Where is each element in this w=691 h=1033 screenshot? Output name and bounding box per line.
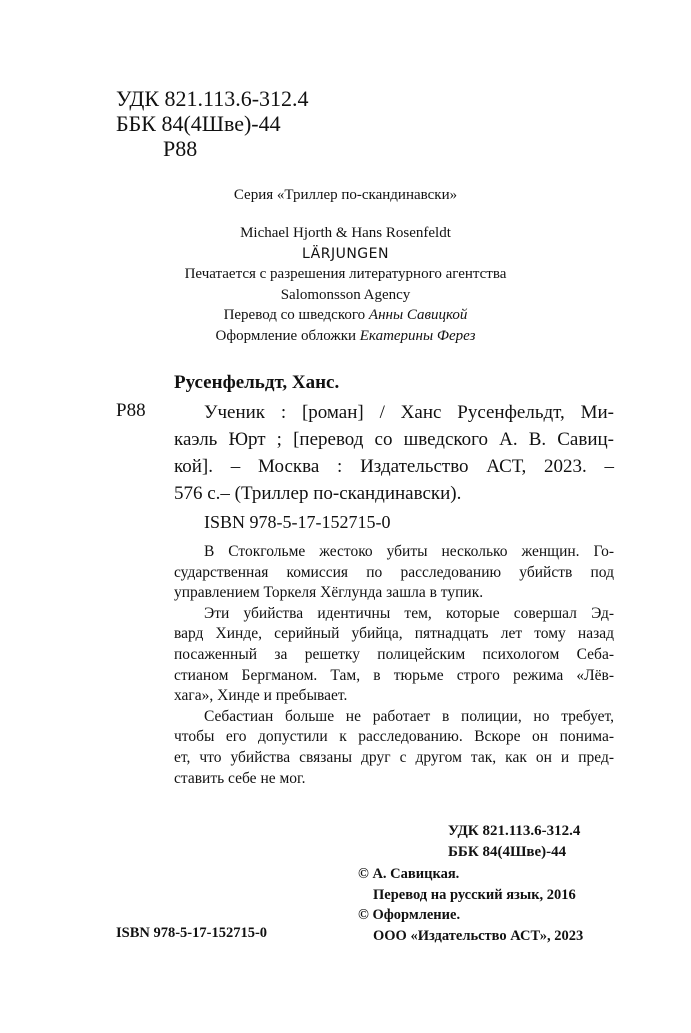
annotation-line: сударственная комиссия по расследованию убийств под xyxy=(174,563,614,581)
annotation-line: ет, что убийства связаны друг с другом так, как он и пред- xyxy=(174,748,614,766)
annotation-block xyxy=(174,542,614,789)
annotation-line: чтобы его допустили к расследованию. Вскоре он понима- xyxy=(174,728,614,746)
annotation-line: В Стокгольме жестоко убиты несколько женщин. Го- xyxy=(204,543,614,560)
cover-credit xyxy=(0,326,691,347)
credits-block xyxy=(0,223,691,346)
udk-code: УДК 821.113.6-312.4 xyxy=(116,86,309,111)
series-title: Серия «Триллер по-скандинавски» xyxy=(233,187,458,203)
annotation-line: ставить себе не мог. xyxy=(174,769,306,787)
copyright-line: Перевод на русский язык, 2016 xyxy=(373,886,576,903)
copyright-block xyxy=(358,864,583,946)
series-line xyxy=(0,185,691,206)
isbn-main: ISBN 978-5-17-152715-0 xyxy=(204,512,391,532)
copyright-line: ООО «Издательство АСТ», 2023 xyxy=(373,927,584,944)
bibliographic-heading: Русенфельдт, Ханс. xyxy=(174,372,340,393)
annotation-line: Себастиан больше не работает в полиции, но требует, xyxy=(204,707,614,725)
udk-footer: УДК 821.113.6-312.4 xyxy=(448,823,581,839)
annotation-line: посаженный за решетку полицейским психологом Себа- xyxy=(174,645,614,663)
copyright-line: © А. Савицкая. xyxy=(358,866,460,882)
biblio-line: каэль Юрт ; [перевод со шведского А. В. Савиц- xyxy=(174,429,614,450)
original-authors: Michael Hjorth & Hans Rosenfeldt xyxy=(240,225,451,241)
classification-footer xyxy=(448,821,580,862)
annotation-line: хага», Хинде и пребывает. xyxy=(174,687,348,705)
annotation-line: Эти убийства идентичны тем, которые совершал Эд- xyxy=(204,604,614,622)
cover-designer-name: Екатерины Ферез xyxy=(359,327,476,344)
original-title: LÄRJUNGEN xyxy=(302,245,389,262)
biblio-line: Ученик : [роман] / Ханс Русенфельдт, Ми- xyxy=(204,402,614,423)
permission-line-1: Печатается с разрешения литературного агентства xyxy=(184,266,507,282)
annotation-line: стианом Бергманом. Там, в тюрьме строго режима «Лёв- xyxy=(174,666,614,684)
isbn-bottom: ISBN 978-5-17-152715-0 xyxy=(116,925,268,941)
permission-line-2: Salomonsson Agency xyxy=(280,286,411,303)
bbk-footer: ББК 84(4Шве)-44 xyxy=(448,843,567,860)
translator-name: Анны Савицкой xyxy=(368,307,468,323)
bibliographic-author-mark: Р88 xyxy=(116,400,146,421)
biblio-line: 576 с.– (Триллер по-скандинавски). xyxy=(174,483,462,504)
translation-credit xyxy=(0,305,691,326)
cover-prefix: Оформление обложки xyxy=(215,327,360,344)
classification-codes-block xyxy=(116,86,309,161)
biblio-line: кой]. – Москва : Издательство АСТ, 2023. – xyxy=(174,456,614,477)
annotation-line: вард Хинде, серийный убийца, пятнадцать лет тому назад xyxy=(174,625,614,643)
annotation-line: управлением Торкеля Хёглунда зашла в тупик. xyxy=(174,584,484,602)
bbk-code: ББК 84(4Шве)-44 xyxy=(116,111,281,136)
copyright-line: © Оформление. xyxy=(358,907,461,923)
author-mark: Р88 xyxy=(163,136,198,161)
bibliographic-description xyxy=(174,399,614,507)
translation-prefix: Перевод со шведского xyxy=(223,307,369,323)
